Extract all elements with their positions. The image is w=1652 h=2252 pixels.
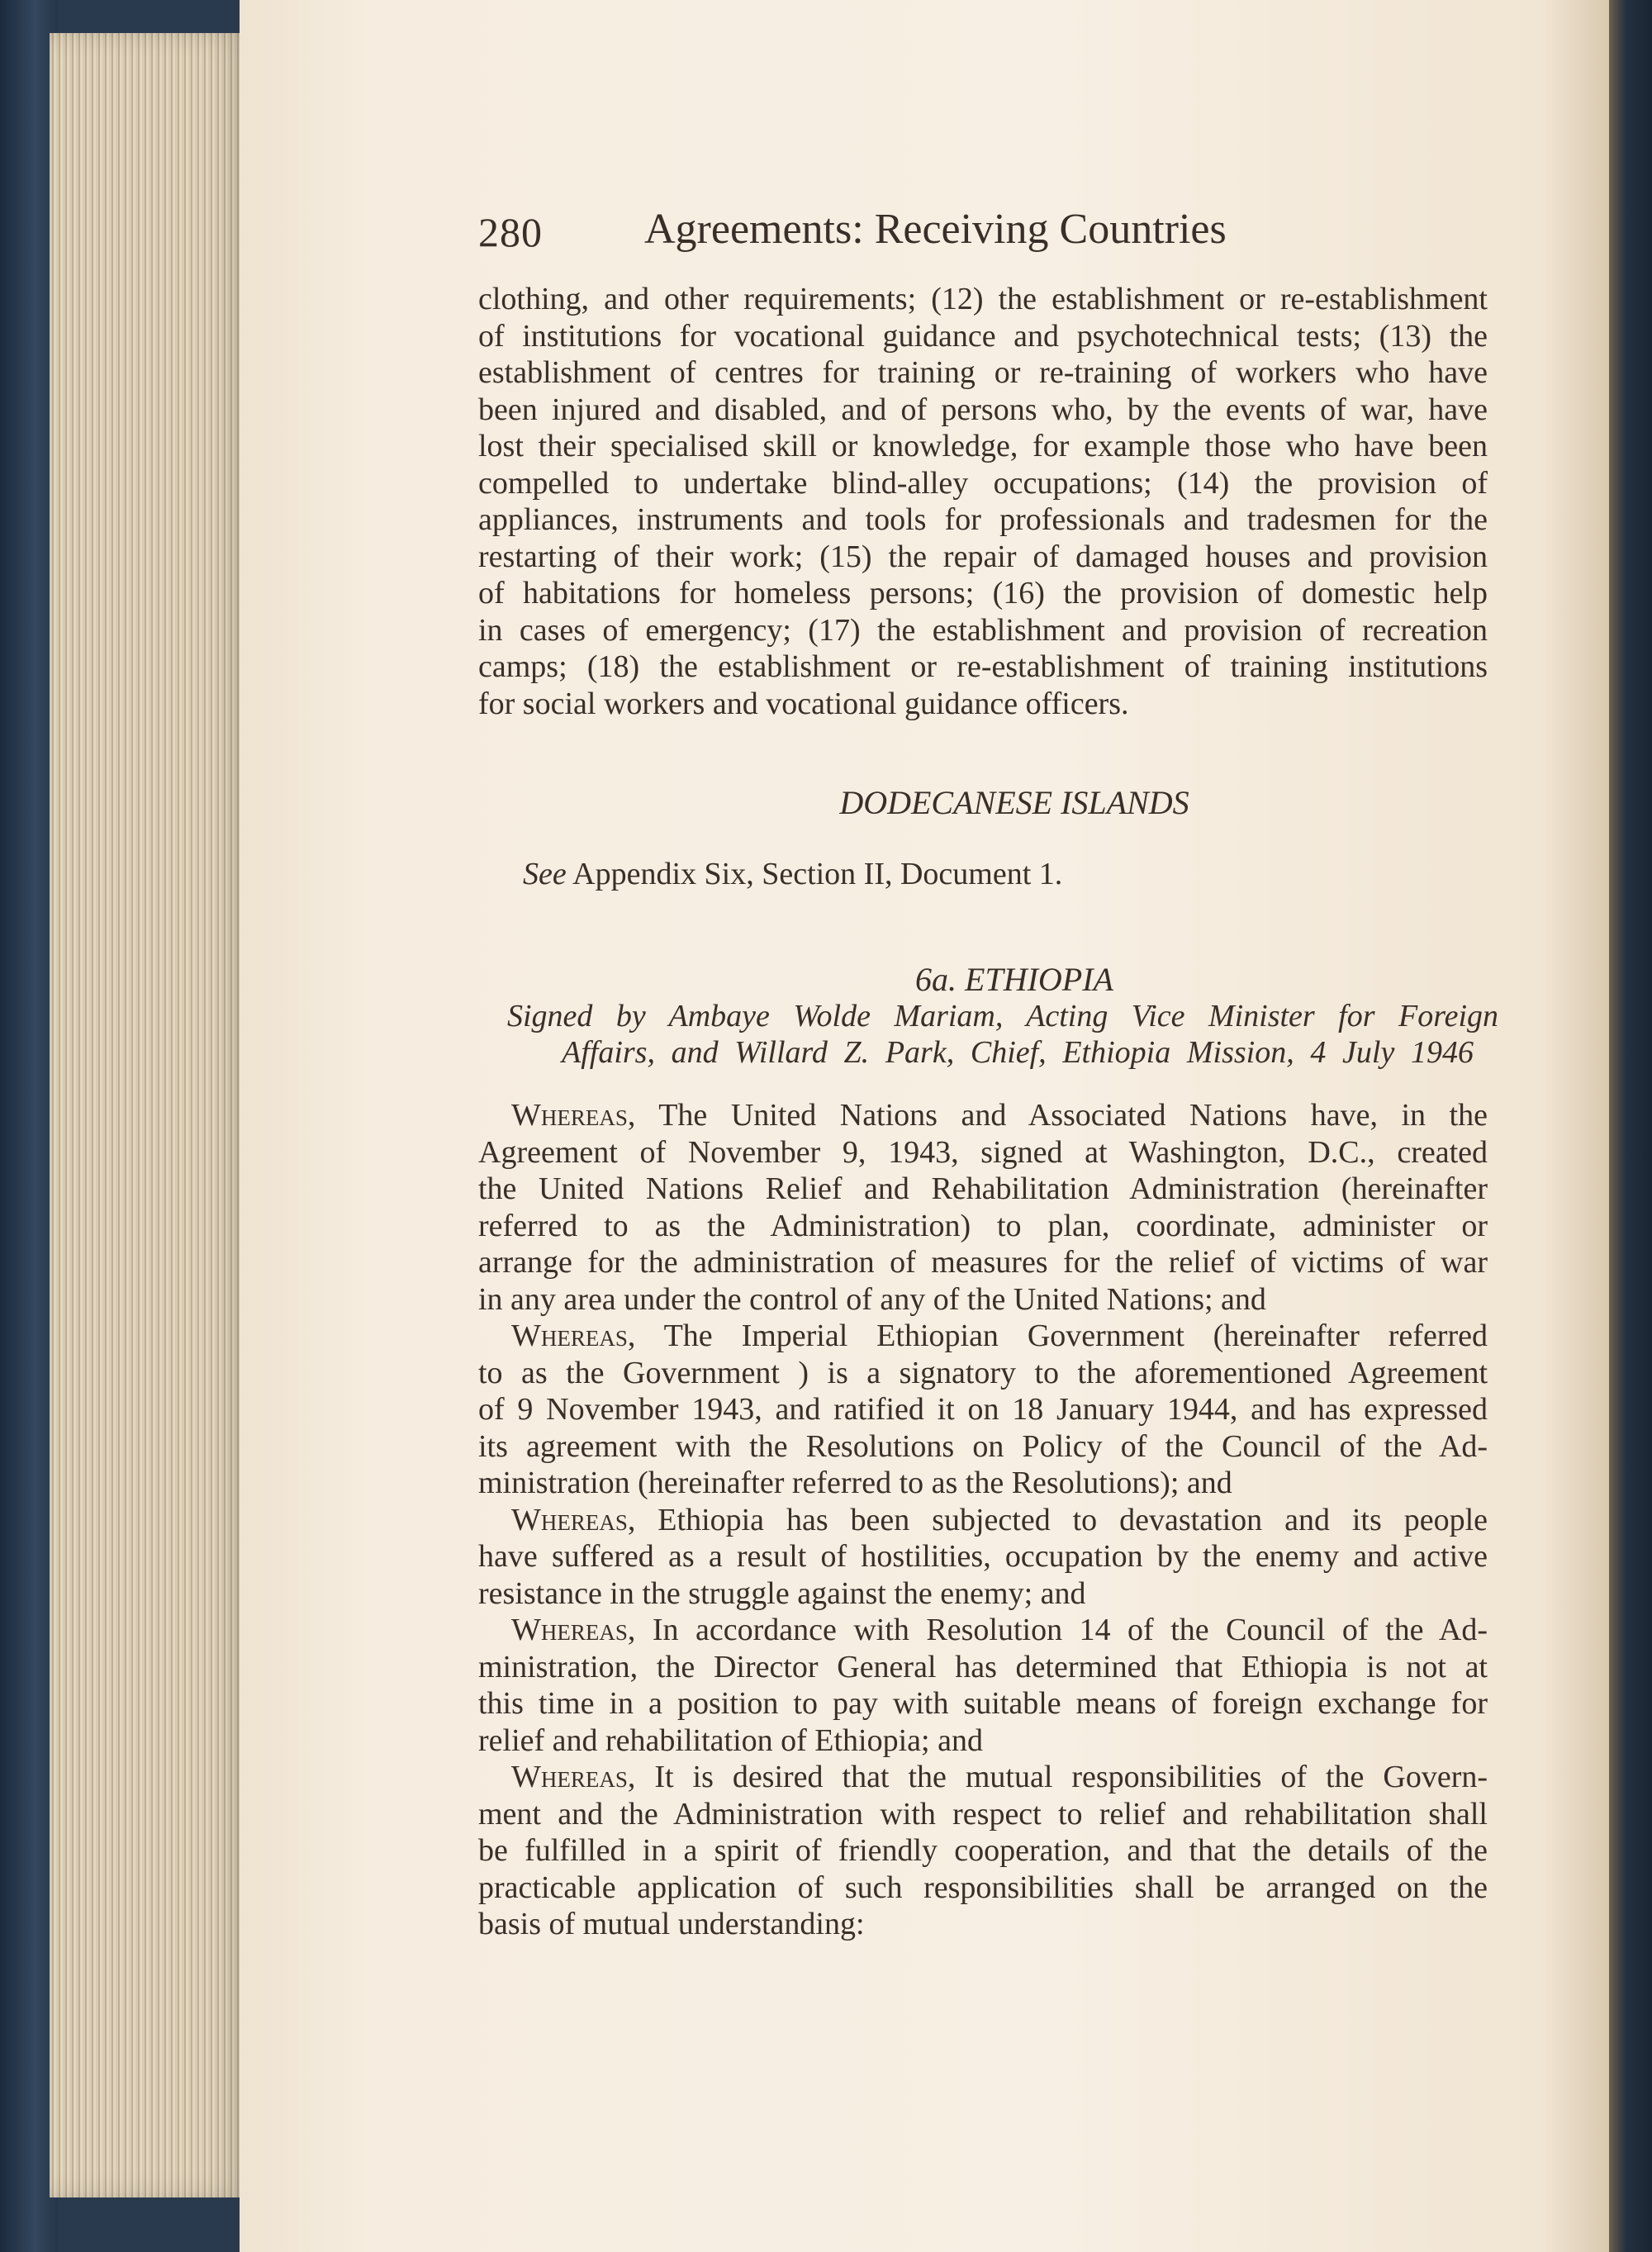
- text-line: ministration, the Director General has determined that Ethiopia is not at: [478, 1649, 1488, 1684]
- clause-text: In accordance with Resolution 14 of the Council of the Ad-: [652, 1613, 1488, 1647]
- see-word: See: [523, 857, 567, 891]
- whereas-lead: Whereas,: [511, 1098, 636, 1133]
- text-line: [511, 1502, 1488, 1538]
- clause-text: The Imperial Ethiopian Government (hereinafter referred: [663, 1318, 1488, 1353]
- signature-line: Signed by Ambaye Wolde Mariam, Acting Vice Minister for Foreign: [507, 999, 1498, 1033]
- text-line: its agreement with the Resolutions on Policy of the Council of the Ad-: [478, 1428, 1488, 1464]
- running-head: Agreements: Receiving Countries: [644, 206, 1227, 253]
- text-line: appliances, instruments and tools for professionals and tradesmen for the: [478, 502, 1488, 537]
- text-line: of 9 November 1943, and ratified it on 18 January 1944, and has expressed: [478, 1392, 1488, 1427]
- text-line: in any area under the control of any of the United Nations; and: [478, 1281, 1266, 1317]
- reference-text: Appendix Six, Section II, Document 1.: [572, 857, 1063, 891]
- text-line: relief and rehabilitation of Ethiopia; and: [478, 1722, 983, 1758]
- text-line: in cases of emergency; (17) the establishment and provision of recreation: [478, 612, 1488, 648]
- clause-text: Ethiopia has been subjected to devastation and its people: [657, 1502, 1488, 1537]
- text-line: practicable application of such responsibilities shall be arranged on the: [478, 1870, 1488, 1905]
- section-heading-dodecanese: DODECANESE ISLANDS: [839, 784, 1189, 821]
- text-line: been injured and disabled, and of persons who, by the events of war, have: [478, 392, 1488, 427]
- whereas-lead: Whereas,: [511, 1318, 636, 1353]
- whereas-lead: Whereas,: [511, 1760, 636, 1794]
- text-line: lost their specialised skill or knowledge, for example those who have been: [478, 429, 1488, 463]
- text-line: camps; (18) the establishment or re-establishment of training institutions: [478, 649, 1488, 684]
- page-edges: [50, 33, 248, 2197]
- whereas-lead: Whereas,: [511, 1613, 636, 1647]
- text-line: resistance in the struggle against the enemy; and: [478, 1575, 1086, 1611]
- text-line: of institutions for vocational guidance and psychotechnical tests; (13) the: [478, 318, 1488, 354]
- text-line: to as the Government ) is a signatory to the aforementioned Agreement: [478, 1355, 1488, 1390]
- text-line: referred to as the Administration) to plan, coordinate, administer or: [478, 1208, 1488, 1243]
- text-line: of habitations for homeless persons; (16) the provision of domestic help: [478, 576, 1488, 611]
- text-line: Agreement of November 9, 1943, signed at Washington, D.C., created: [478, 1134, 1488, 1170]
- text-line: [511, 1318, 1488, 1354]
- signature-line: Affairs, and Willard Z. Park, Chief, Ethiopia Mission, 4 July 1946: [562, 1035, 1474, 1070]
- text-line: this time in a position to pay with suitable means of foreign exchange for: [478, 1686, 1488, 1721]
- page-number: 280: [478, 209, 543, 255]
- text-line: ment and the Administration with respect to relief and rehabilitation shall: [478, 1796, 1488, 1832]
- text-line: arrange for the administration of measures for the relief of victims of war: [478, 1245, 1488, 1280]
- text-line: ministration (hereinafter referred to as the Resolutions); and: [478, 1466, 1232, 1500]
- text-line: have suffered as a result of hostilities, occupation by the enemy and active: [478, 1539, 1488, 1574]
- text-line: [511, 1097, 1488, 1133]
- text-line: restarting of their work; (15) the repair of damaged houses and provision: [478, 539, 1488, 574]
- text-line: clothing, and other requirements; (12) the establishment or re-establishment: [478, 282, 1488, 316]
- clause-text: The United Nations and Associated Nations have, in the: [658, 1098, 1488, 1133]
- text-line: be fulfilled in a spirit of friendly cooperation, and that the details of the: [478, 1833, 1488, 1868]
- text-line: compelled to undertake blind-alley occupations; (14) the provision of: [478, 465, 1488, 501]
- clause-text: It is desired that the mutual responsibilities of the Govern-: [654, 1760, 1488, 1794]
- text-line: the United Nations Relief and Rehabilitation Administration (hereinafter: [478, 1171, 1488, 1206]
- text-line: [511, 1759, 1488, 1795]
- cross-reference: [523, 856, 1062, 892]
- text-line: establishment of centres for training or re-training of workers who have: [478, 355, 1488, 390]
- document-title: 6a. ETHIOPIA: [915, 961, 1113, 998]
- text-line: [511, 1612, 1488, 1648]
- text-line: basis of mutual understanding:: [478, 1907, 865, 1941]
- book-cover-edge: [1609, 0, 1652, 2252]
- text-line: for social workers and vocational guidance officers.: [478, 686, 1129, 721]
- whereas-lead: Whereas,: [511, 1502, 636, 1537]
